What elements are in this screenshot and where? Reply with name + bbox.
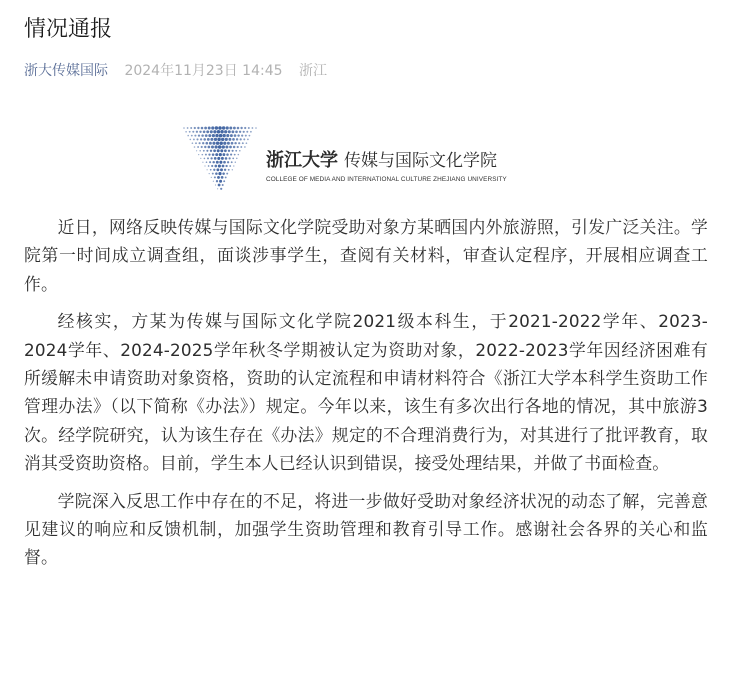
logo-school-name: 传媒与国际文化学院 (344, 151, 497, 171)
college-logo (182, 124, 507, 194)
logo-school-english: COLLEGE OF MEDIA AND INTERNATIONAL CULTURE ZHEJIANG UNIVERSITY (266, 176, 507, 183)
paragraph: 学院深入反思工作中存在的不足，将进一步做好受助对象经济状况的动态了解，完善意见建议的响应和反馈机制，加强学生资助管理和教育引导工作。感谢社会各界的关心和监督。 (24, 490, 708, 568)
publish-location: 浙江 (298, 63, 327, 79)
logo-university-name: 浙江大学 (266, 150, 338, 171)
college-emblem-icon (182, 124, 258, 194)
logo-wordmark (266, 150, 497, 172)
article-title: 情况通报 (24, 17, 113, 42)
article-body (24, 213, 708, 581)
article-meta (24, 60, 327, 82)
account-name-link[interactable]: 浙大传媒国际 (24, 63, 108, 79)
paragraph: 近日，网络反映传媒与国际文化学院受助对象方某晒国内外旅游照，引发广泛关注。学院第一时间成立调查组，面谈涉事学生，查阅有关材料，审查认定程序，开展相应调查工作。 (24, 217, 708, 294)
paragraph: 经核实，方某为传媒与国际文化学院2021级本科生，于2021-2022学年、2023-2024学年、2024-2025学年秋冬学期被认定为资助对象，2022-2023学年因经济困难有所缓解未申请资助对象资格，资助的认定流程和申请材料符合《浙江大学本科学生资助工作管理办法》（以下简称《办法》）规定。今年以来，该生有多次出行各地的情况，其中旅游3次。经学院研究，认为该生存在《办法》规定的不合理消费行为，对其进行了批评教育，取消其受资助资格。目前，学生本人已经认识到错误，接受处理结果，并做了书面检查。 (24, 311, 708, 474)
publish-date: 2024年11月23日 14:45 (124, 63, 283, 79)
